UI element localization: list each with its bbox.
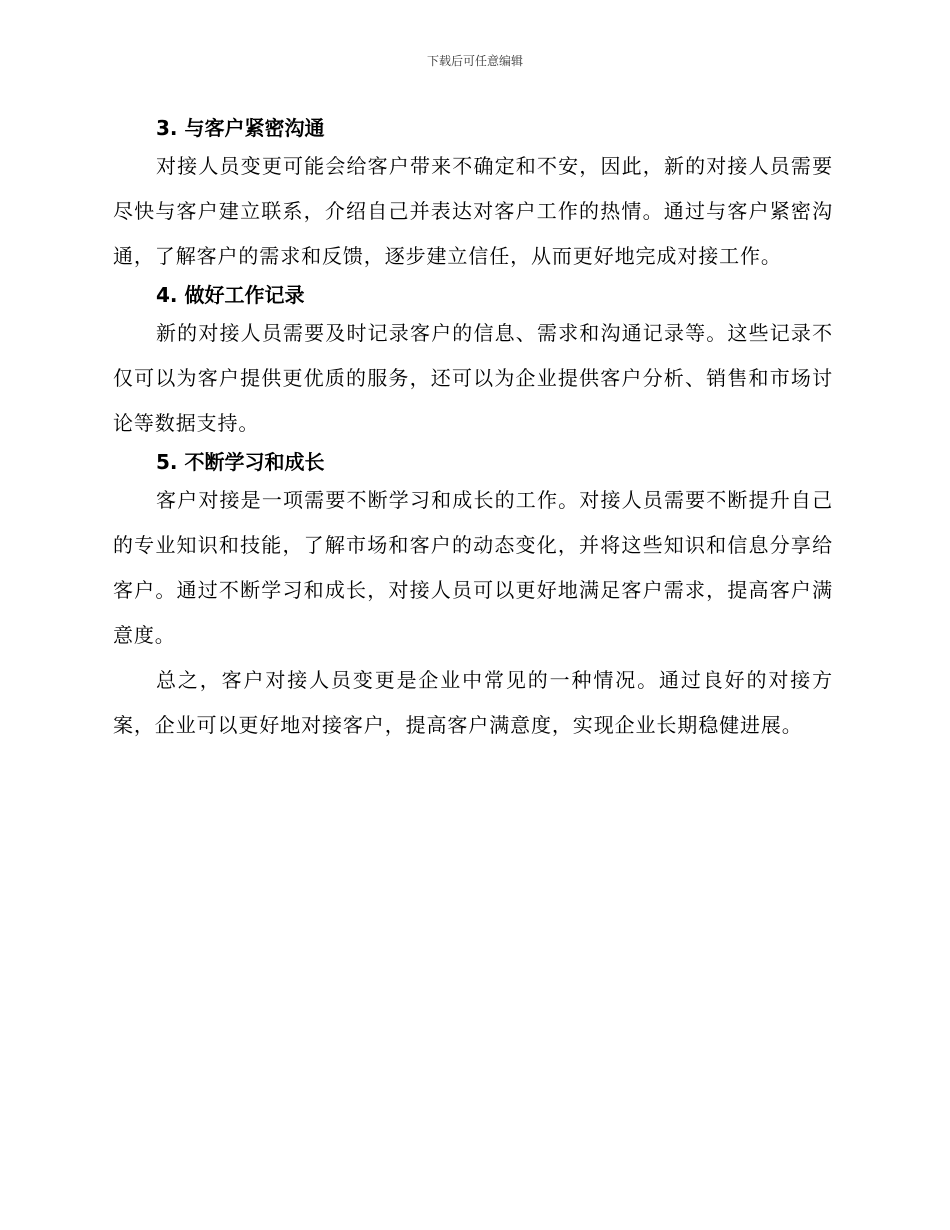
page-header: 下载后可任意编辑 — [426, 54, 523, 68]
section-paragraph-5: 客户对接是一项需要不断学习和成长的工作。对接人员需要不断提升自己的专业知识和技能，了解市场和客户的动态变化，并将这些知识和信息分享给客户。通过不断学习和成长，对接人员可以更好地满足客户需求，提高客户满意度。 — [113, 488, 833, 647]
section-paragraph-3: 对接人员变更可能会给客户带来不确定和不安，因此，新的对接人员需要尽快与客户建立联系，介绍自己并表达对客户工作的热情。通过与客户紧密沟通，了解客户的需求和反馈，逐步建立信任，从而更好地完成对接工作。 — [113, 154, 833, 268]
document-body — [113, 112, 833, 748]
conclusion-paragraph: 总之，客户对接人员变更是企业中常见的一种情况。通过良好的对接方案，企业可以更好地对接客户，提高客户满意度，实现企业长期稳健进展。 — [113, 668, 833, 737]
section-paragraph-4: 新的对接人员需要及时记录客户的信息、需求和沟通记录等。这些记录不仅可以为客户提供更优质的服务，还可以为企业提供客户分析、销售和市场讨论等数据支持。 — [113, 321, 833, 435]
section-heading-4: 4. 做好工作记录 — [156, 283, 305, 307]
section-heading-3: 3. 与客户紧密沟通 — [156, 116, 325, 140]
section-heading-5: 5. 不断学习和成长 — [156, 450, 325, 474]
